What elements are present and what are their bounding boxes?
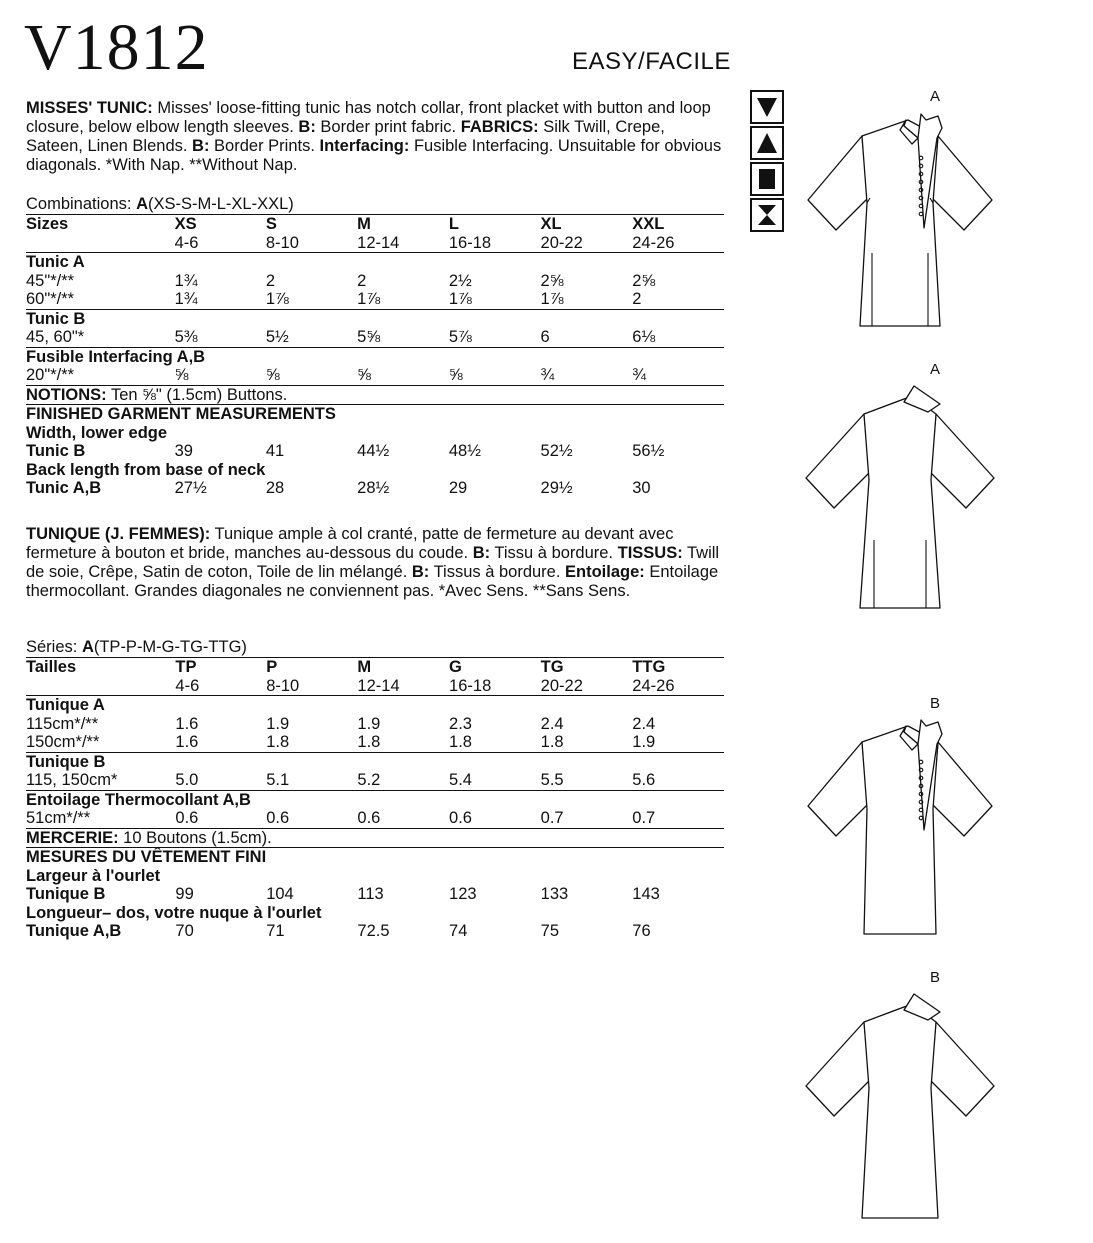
table-row [26, 696, 724, 715]
section-label: Entoilage Thermocollant A,B [26, 790, 724, 809]
table-cell: 5⅝ [357, 328, 381, 346]
table-cell: 12-14 [357, 233, 400, 252]
table-cell: 2 [632, 290, 642, 308]
table-cell: 6 [540, 328, 550, 346]
description-text: Entoilage thermocollant. Grandes diagonales ne conviennent pas. *Avec Sens. **Sans Sens. [26, 563, 719, 600]
row-label: Tailles [26, 658, 175, 677]
section-label: FINISHED GARMENT MEASUREMENTS [26, 405, 724, 424]
table-cell: 41 [265, 442, 285, 460]
description-text: Tissu à bordure. [490, 544, 618, 562]
view-label-b-back: B [930, 969, 941, 986]
french-yardage-table [26, 657, 724, 941]
table-cell: 1.8 [266, 733, 290, 751]
table-cell: 8-10 [265, 233, 299, 252]
table-row [26, 424, 724, 443]
section-label: MESURES DU VÊTEMENT FINI [26, 848, 724, 867]
combinations-view: A [81, 638, 94, 656]
tunic-a-back-illustration [800, 380, 1000, 612]
table-cell: 71 [266, 922, 285, 940]
table-cell: 1.8 [449, 733, 472, 751]
view-label-a-front: A [930, 88, 941, 105]
table-cell: 5.2 [357, 771, 381, 789]
table-row [26, 885, 724, 904]
description-heading: FABRICS: [460, 118, 539, 136]
table-row [26, 809, 724, 828]
description-text: Misses' loose-fitting tunic has notch collar, front placket with button and loop closure, below elbow length sleeves. [26, 99, 711, 136]
table-row [26, 309, 724, 328]
table-row [26, 442, 724, 461]
hourglass-icon [750, 198, 784, 232]
measurement-label: Width, lower edge [26, 423, 168, 442]
row-label: Tunique A,B [26, 922, 122, 940]
description-heading: B: [411, 563, 430, 581]
table-row [26, 922, 724, 941]
section-label: Tunique A [26, 696, 724, 715]
table-row [26, 790, 724, 809]
table-cell: 72.5 [357, 922, 390, 940]
description-text: Border Prints. [209, 137, 320, 155]
table-cell: 1.9 [357, 714, 381, 733]
size-header: M [357, 215, 449, 234]
notions-text: 10 Boutons (1.5cm). [118, 828, 272, 847]
row-label: 150cm*/** [26, 733, 100, 751]
table-row [26, 253, 724, 272]
notions-label: MERCERIE: [26, 828, 119, 847]
row-label: Tunique B [26, 885, 106, 903]
table-cell: 76 [632, 922, 651, 940]
table-row [26, 461, 724, 480]
section-label: Fusible Interfacing A,B [26, 347, 724, 366]
table-cell: 44½ [357, 442, 390, 460]
table-row [26, 867, 724, 886]
table-cell: 5.1 [266, 771, 290, 789]
table-cell: 0.6 [175, 809, 199, 827]
description-text: Tunique ample à col cranté, patte de fermeture au devant avec fermeture à bouton et bride, manches au-dessous du coude. [26, 525, 674, 562]
table-cell: 5.5 [540, 771, 564, 789]
table-cell: 113 [357, 885, 384, 903]
notions-text: Ten ⅝" (1.5cm) Buttons. [106, 385, 288, 404]
measurement-label: Longueur– dos, votre nuque à l'ourlet [26, 903, 322, 922]
table-row [26, 677, 724, 696]
table-cell: 104 [266, 885, 294, 903]
table-cell: ⅝ [174, 366, 189, 384]
table-row [26, 290, 724, 309]
table-cell: ¾ [632, 366, 647, 384]
table-row [26, 733, 724, 752]
row-label: Tunic B [26, 442, 86, 460]
size-header: L [449, 215, 541, 234]
row-label: 115, 150cm* [26, 771, 118, 789]
table-cell: 5½ [265, 328, 289, 346]
table-cell: 1.9 [266, 714, 290, 733]
table-cell: 16-18 [449, 676, 492, 695]
table-cell: 1¾ [174, 290, 198, 308]
table-cell: 1.6 [175, 714, 199, 733]
layout-symbols [750, 90, 784, 234]
table-cell: 123 [449, 885, 477, 903]
table-row [26, 904, 724, 923]
table-cell: 1⅞ [357, 290, 381, 308]
table-cell: 2⅝ [632, 271, 656, 290]
table-cell: 24-26 [632, 676, 675, 695]
table-cell: ⅝ [357, 366, 371, 384]
table-cell: 30 [632, 479, 651, 497]
table-cell: 2⅝ [540, 271, 564, 290]
combinations-prefix: Séries: [26, 638, 82, 656]
table-cell: 2.4 [632, 714, 656, 733]
view-label-a-back: A [930, 361, 941, 378]
description-heading: TUNIQUE (J. FEMMES): [26, 525, 211, 543]
size-header: S [266, 215, 357, 234]
description-heading: TISSUS: [617, 544, 683, 562]
table-cell: 0.6 [449, 809, 472, 827]
description-heading: Entoilage: [565, 563, 645, 581]
description-text: Tissus à bordure. [429, 563, 566, 581]
row-label [26, 677, 175, 696]
table-cell: 74 [449, 922, 468, 940]
row-label: Sizes [26, 215, 175, 234]
table-cell: 0.7 [540, 809, 564, 827]
pattern-number: V1812 [24, 11, 209, 84]
description-text: Silk Twill, Crepe, Sateen, Linen Blends. [26, 118, 665, 155]
tunic-b-front-illustration [800, 712, 1000, 940]
difficulty-label: EASY/FACILE [572, 48, 731, 75]
table-cell: ⅝ [265, 366, 280, 384]
description-heading: B: [298, 118, 316, 136]
table-row [26, 385, 724, 405]
table-cell: 4-6 [174, 233, 199, 252]
measurement-label: Back length from base of neck [26, 460, 266, 479]
square-icon [750, 162, 784, 196]
table-cell: 1.8 [540, 733, 564, 751]
table-row [26, 405, 724, 424]
combinations-prefix: Combinations: [26, 195, 137, 213]
table-cell: 29½ [540, 479, 573, 497]
section-label: Tunic A [26, 253, 724, 272]
row-label: 45, 60"* [26, 328, 85, 346]
table-row [26, 347, 724, 366]
table-cell: 4-6 [175, 676, 200, 695]
table-cell: 1⅞ [540, 290, 564, 308]
tunic-a-front-illustration [800, 108, 1000, 336]
table-cell: 48½ [448, 442, 481, 460]
english-yardage-table [26, 214, 724, 498]
table-cell: 20-22 [540, 676, 583, 695]
size-header: XL [541, 215, 633, 234]
table-cell: 0.7 [632, 809, 656, 827]
section-label: Tunic B [26, 309, 724, 328]
table-cell: 5⅜ [174, 328, 198, 346]
table-row [26, 658, 724, 677]
notions [26, 385, 724, 405]
table-row [26, 752, 724, 771]
table-cell: 99 [175, 885, 194, 903]
table-cell: 1.8 [357, 733, 381, 751]
table-cell: 12-14 [357, 676, 400, 695]
table-cell: 133 [540, 885, 569, 903]
view-label-b-front: B [930, 695, 941, 712]
description-text: Twill de soie, Crêpe, Satin de coton, Toile de lin mélangé. [26, 544, 720, 581]
table-cell: 75 [540, 922, 560, 940]
size-header: XS [175, 215, 266, 234]
table-cell: 2 [357, 271, 367, 290]
table-row [26, 366, 724, 385]
table-row [26, 848, 724, 867]
table-cell: 8-10 [266, 676, 300, 695]
table-cell: 0.6 [266, 809, 290, 827]
triangle-up-icon [750, 126, 784, 160]
table-row [26, 328, 724, 347]
table-cell: 52½ [540, 442, 573, 460]
table-cell: 143 [632, 885, 660, 903]
triangle-down-icon [750, 90, 784, 124]
table-row [26, 234, 724, 253]
table-cell: 16-18 [448, 233, 492, 252]
table-cell: 5⅞ [448, 328, 472, 346]
table-cell: 28½ [357, 479, 390, 497]
tunic-b-back-illustration [800, 986, 1000, 1222]
table-cell: 1⅞ [265, 290, 289, 308]
table-cell: 1⅞ [448, 290, 472, 308]
french-description [26, 525, 726, 601]
row-label: 51cm*/** [26, 809, 91, 827]
french-combinations [26, 638, 247, 656]
description-heading: Interfacing: [319, 137, 410, 155]
combinations-view: A [136, 195, 148, 213]
size-header: XXL [632, 215, 724, 234]
table-cell: 39 [174, 442, 193, 460]
table-cell: 5.4 [449, 771, 472, 789]
table-row [26, 272, 724, 291]
table-cell: 2.4 [540, 714, 564, 733]
table-cell: 24-26 [632, 233, 675, 252]
combinations-sizes: (XS-S-M-L-XL-XXL) [147, 195, 294, 213]
table-cell: 5.6 [632, 771, 656, 789]
table-cell: 29 [448, 479, 468, 497]
table-cell: 2 [265, 271, 276, 290]
size-header: TG [541, 658, 633, 677]
notions-label: NOTIONS: [26, 385, 107, 404]
table-cell: 1.6 [175, 733, 199, 751]
notions [26, 828, 724, 848]
table-row [26, 828, 724, 848]
row-label: 60"*/** [26, 290, 75, 308]
table-cell: 70 [175, 922, 194, 940]
table-cell: 0.6 [357, 809, 381, 827]
table-cell: ⅝ [448, 366, 463, 384]
table-cell: 5.0 [175, 771, 199, 789]
combinations-sizes: (TP-P-M-G-TG-TTG) [93, 638, 247, 656]
table-row [26, 715, 724, 734]
english-combinations [26, 195, 294, 213]
table-cell: 6⅛ [632, 328, 656, 346]
size-header: P [266, 658, 357, 677]
row-label: 45"*/** [26, 271, 75, 290]
size-header: G [449, 658, 541, 677]
row-label: 20"*/** [26, 366, 75, 384]
size-header: M [357, 658, 449, 677]
row-label [26, 234, 175, 253]
size-header: TP [175, 658, 266, 677]
table-cell: 20-22 [540, 233, 583, 252]
english-description [26, 99, 726, 175]
description-heading: MISSES' TUNIC: [26, 99, 153, 117]
table-cell: 2.3 [449, 714, 472, 733]
row-label: Tunic A,B [26, 479, 102, 497]
table-row [26, 215, 724, 234]
section-label: Tunique B [26, 752, 724, 771]
table-cell: ¾ [540, 366, 555, 384]
description-heading: B: [472, 544, 491, 562]
table-cell: 27½ [174, 479, 207, 497]
measurement-label: Largeur à l'ourlet [26, 866, 161, 885]
table-cell: 28 [265, 479, 285, 497]
size-header: TTG [632, 658, 724, 677]
table-cell: 2½ [448, 271, 472, 290]
description-text: Border print fabric. [315, 118, 461, 136]
table-row [26, 771, 724, 790]
table-cell: 1.9 [632, 733, 656, 751]
table-cell: 1¾ [174, 271, 198, 290]
row-label: 115cm*/** [26, 714, 99, 733]
description-heading: B: [192, 137, 210, 155]
description-text: Fusible Interfacing. Unsuitable for obvious diagonals. *With Nap. **Without Nap. [26, 137, 722, 174]
table-row [26, 479, 724, 498]
table-cell: 56½ [632, 442, 665, 460]
